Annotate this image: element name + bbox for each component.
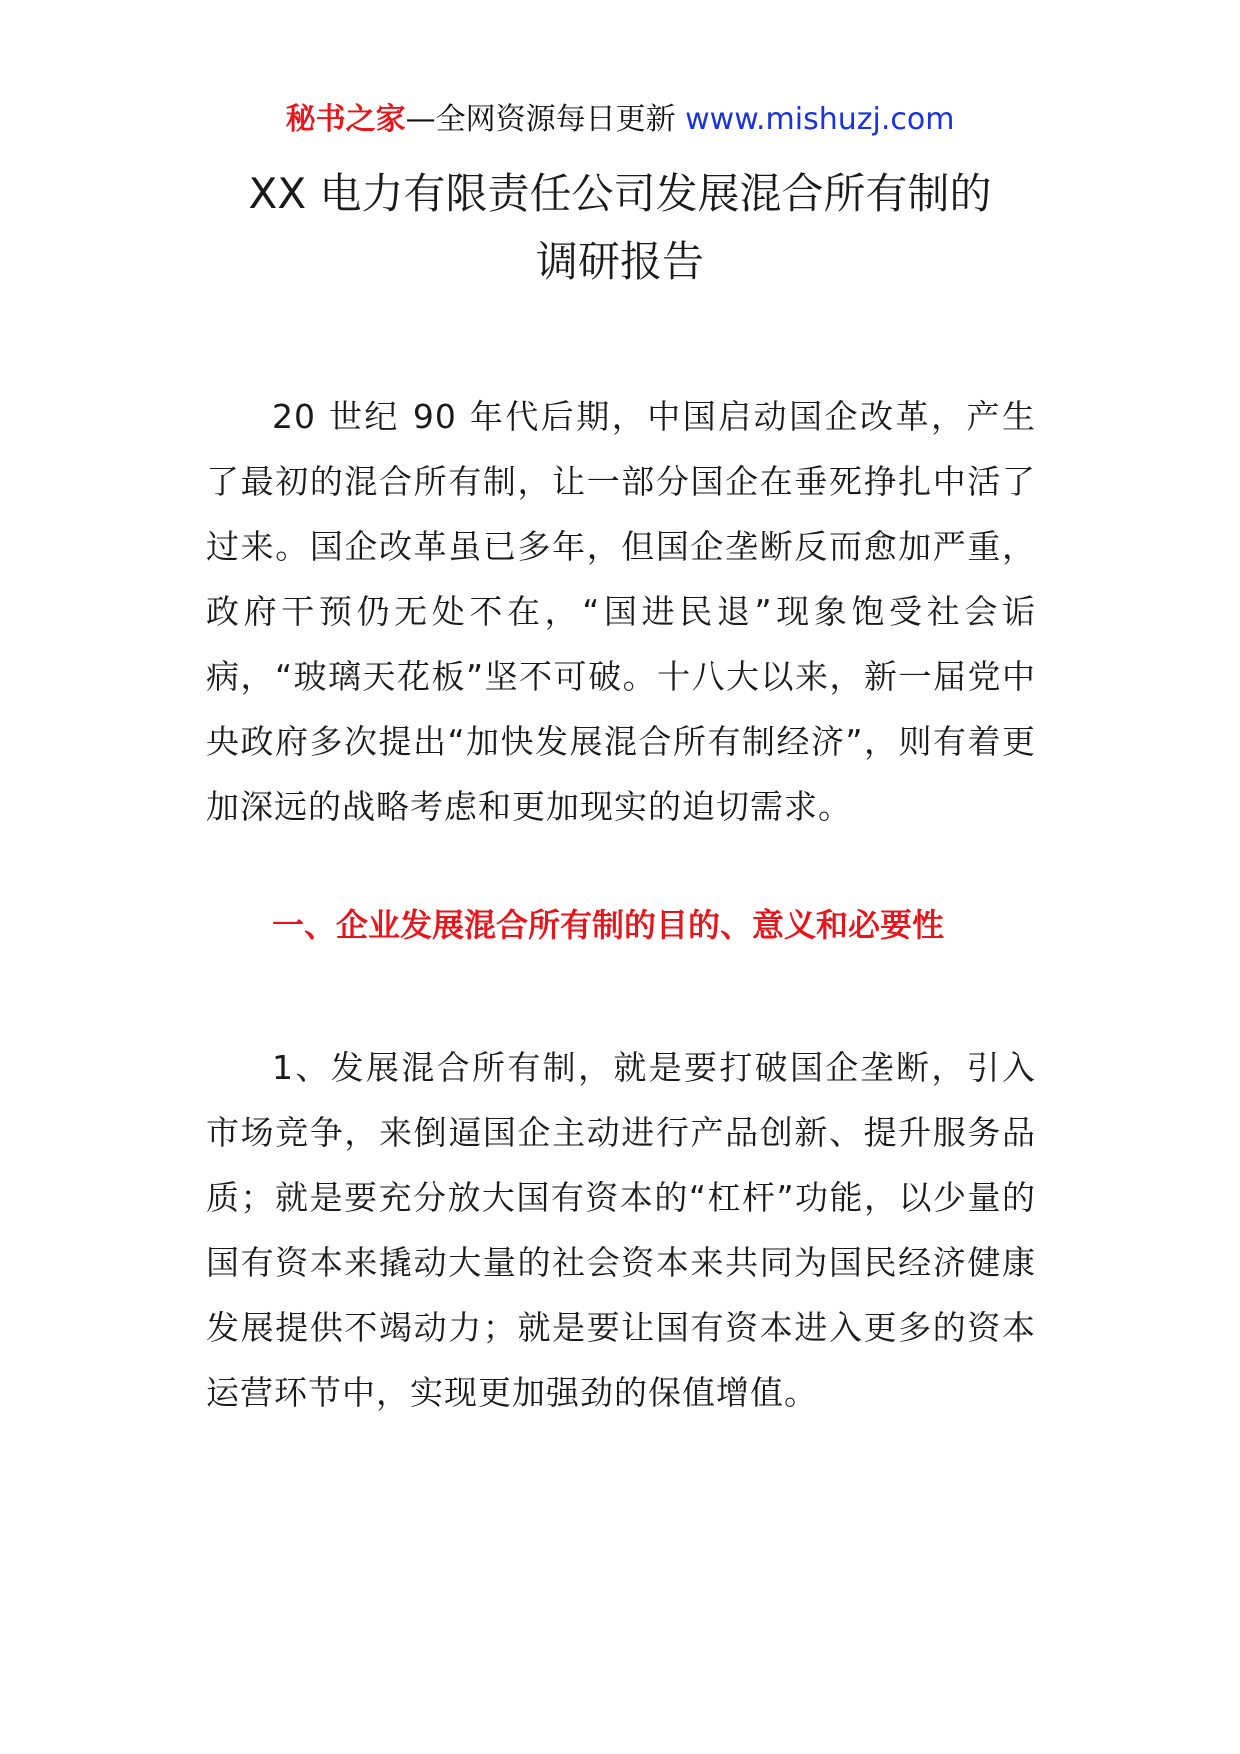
title-line-2: 调研报告: [535, 237, 704, 286]
title-line-1: XX 电力有限责任公司发展混合所有制的: [248, 169, 992, 218]
point-1-paragraph: 1、发展混合所有制，就是要打破国企垄断，引入市场竞争，来倒逼国企主动进行产品创新、提升服务品质；就是要充分放大国有资本的“杠杆”功能，以少量的国有资本来撬动大量的社会资本来共同为国民经济健康发展提供不竭动力；就是要让国有资本进入更多的资本运营环节中，实现更加强劲的保值增值。: [206, 1048, 1036, 1412]
site-banner: [0, 100, 1240, 140]
brand-name: 秘书之家: [285, 102, 406, 137]
document-title: [0, 160, 1240, 296]
site-url-link[interactable]: www.mishuzj.com: [685, 102, 955, 137]
section-heading: 一、企业发展混合所有制的目的、意义和必要性: [272, 906, 945, 944]
banner-tagline: —全网资源每日更新: [405, 102, 686, 137]
intro-paragraph: 20 世纪 90 年代后期，中国启动国企改革，产生了最初的混合所有制，让一部分国企在垂死挣扎中活了过来。国企改革虽已多年，但国企垄断反而愈加严重，政府干预仍无处不在，“国进民退”现象饱受社会诟病，“玻璃天花板”坚不可破。十八大以来，新一届党中央政府多次提出“加快发展混合所有制经济”，则有着更加深远的战略考虑和更加现实的迫切需求。: [206, 397, 1036, 826]
